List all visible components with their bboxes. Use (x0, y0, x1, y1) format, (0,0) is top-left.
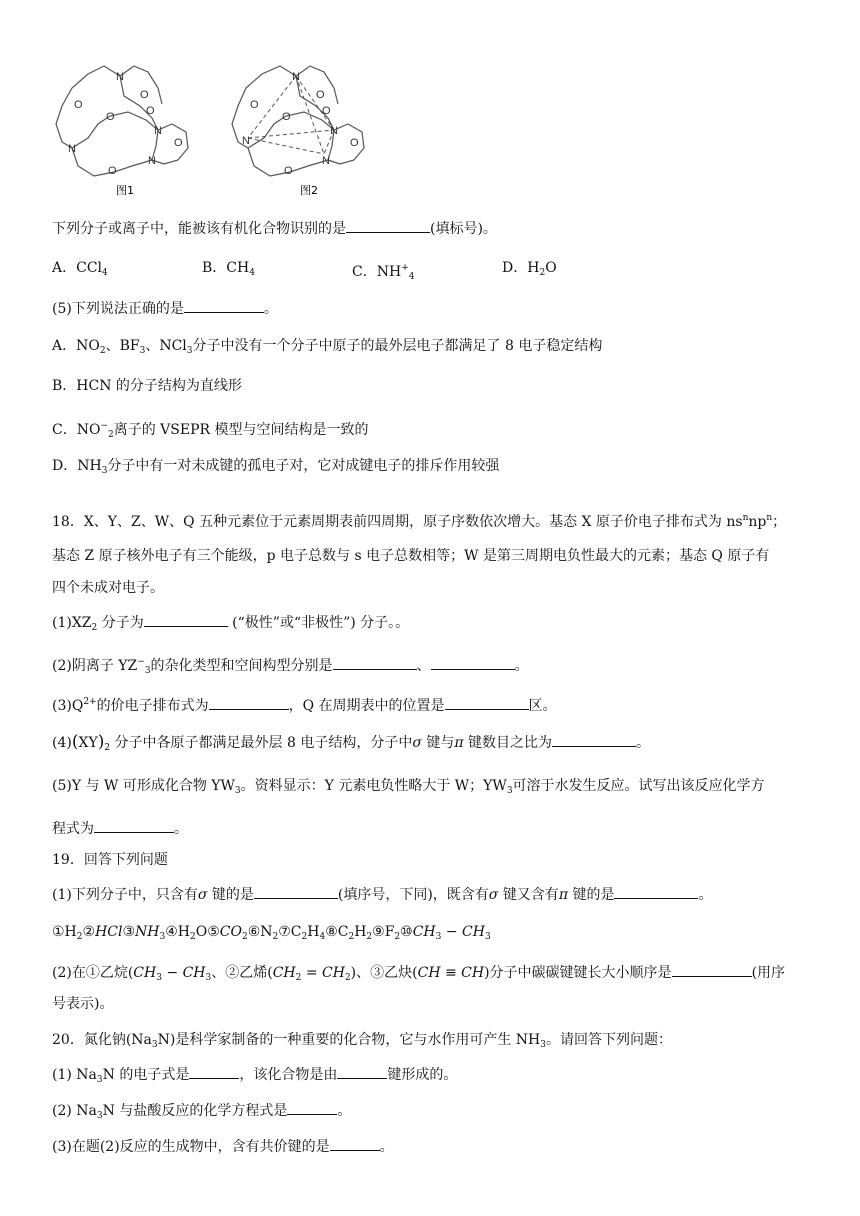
q18-stem-line2: 基态 Z 原子核外电子有三个能级，p 电子总数与 s 电子总数相等；W 是第三周期电负性最大的元素；基态 Q 原子有 (52, 548, 770, 564)
answer-blank[interactable] (672, 962, 752, 977)
answer-blank[interactable] (287, 1100, 337, 1115)
q18-part5-line2: 程式为 。 (52, 818, 188, 839)
q17-part5-option-c[interactable]: C．$NO^-_2$离子的 VSEPR 模型与空间结构是一致的 (52, 421, 369, 440)
q20-stem: 20．氮化钠$(Na_3N)$是科学家制备的一种重要的化合物，它与水作用可产生 $NH_3$。请回答下列问题： (52, 1032, 672, 1050)
q17-part5-option-b[interactable]: B．HCN 的分子结构为直线形 (52, 378, 242, 394)
q20-part3: (3)在题(2)反应的生成物中，含有共价键的是 。 (52, 1136, 394, 1157)
q19-part1: (1)下列分子中，只含有σ 键的是 (填序号，下同)，既含有σ 键又含有π 键的是 。 (52, 884, 712, 905)
q20-part1: (1) $Na_3N$ 的电子式是 ，该化合物是由 键形成的。 (52, 1064, 457, 1090)
q17-part5-option-d[interactable]: D．$NH_3$分子中有一对未成键的孤电子对，它对成键电子的排斥作用较强 (52, 458, 500, 476)
q18-part1: $(1)XZ_2$ 分子为 (“极性”或“非极性”) 分子。。 (52, 612, 409, 638)
q17-stem: 下列分子或离子中，能被该有机化合物识别的是 (填标号)。 (52, 218, 497, 239)
answer-blank[interactable] (144, 612, 228, 627)
figure-2-caption: 图2 (300, 184, 318, 197)
atom-label: O (282, 111, 291, 123)
atom-label: N (292, 71, 300, 83)
q19-part2: (2)在①乙烷($CH_3 - CH_3$、②乙烯$(CH_2 = CH_2)$、③乙炔(CH ≡ CH)分子中碳碳键键长大小顺序是 (用序 (52, 962, 785, 988)
q18-stem-line1: 18．X、Y、Z、W、Q 五种元素位于元素周期表前四周期，原子序数依次增大。基态 X 原子价电子排布式为 $ns^nnp^n$； (52, 513, 787, 530)
atom-label: O (146, 105, 155, 117)
option-d[interactable]: D．$H_2O$ (502, 260, 557, 278)
answer-blank[interactable] (209, 695, 289, 710)
q17-part5-stem: (5)下列说法正确的是 。 (52, 298, 278, 319)
atom-label: N (154, 125, 162, 137)
answer-blank[interactable] (337, 1064, 387, 1079)
atom-label: O (174, 137, 183, 149)
atom-label: O (108, 165, 117, 177)
atom-label: N (116, 71, 124, 83)
figure-1-caption: 图1 (116, 184, 134, 197)
atom-label: N (148, 155, 156, 167)
answer-blank[interactable] (346, 218, 430, 233)
q19-molecule-list: $①H_2②HCl③NH_3④H_2O⑤CO_2⑥N_2⑦C_2H_4⑧C_2H_2⑨F_2⑩CH_3 - CH_3$ (52, 924, 491, 942)
cryptand-figures (48, 62, 388, 202)
answer-blank[interactable] (94, 818, 174, 833)
q17-part5-option-a[interactable]: A．$NO_2$、$BF_3$、NCl$_3$分子中没有一个分子中原子的最外层电子都满足了 8 电子稳定结构 (52, 338, 603, 356)
option-b[interactable]: B．$CH_4$ (202, 260, 255, 278)
q20-part2: (2) $Na_3N$ 与盐酸反应的化学方程式是 。 (52, 1100, 351, 1126)
option-c[interactable]: C．$NH^+_4$ (352, 263, 415, 282)
answer-blank[interactable] (189, 1064, 239, 1079)
option-a[interactable]: A．CCl$_4$ (52, 260, 108, 278)
answer-blank[interactable] (431, 655, 515, 670)
answer-blank[interactable] (445, 695, 529, 710)
answer-blank[interactable] (552, 732, 636, 747)
answer-blank[interactable] (614, 884, 698, 899)
atom-label: N (68, 143, 76, 155)
q19-part2-line2: 号表示)。 (52, 996, 114, 1012)
answer-blank[interactable] (333, 655, 417, 670)
atom-label: O (284, 165, 293, 177)
atom-label: O (74, 99, 83, 111)
atom-label: N (330, 125, 338, 137)
q18-part5: (5)Y 与 W 可形成化合物 $YW_3$。资料显示：Y 元素电负性略大于 W；$YW_3$可溶于水发生反应。试写出该反应化学方 (52, 778, 765, 796)
atom-label: O (250, 99, 259, 111)
atom-label: O (322, 105, 331, 117)
atom-label: N (242, 135, 250, 147)
atom-label: O (140, 89, 149, 101)
atom-label: N (322, 155, 330, 167)
atom-label: O (350, 137, 359, 149)
q18-part2: (2)阴离子 $YZ^-_3$的杂化类型和空间构型分别是 、 。 (52, 657, 529, 676)
atom-label: O (316, 89, 325, 101)
answer-blank[interactable] (254, 884, 338, 899)
answer-blank[interactable] (184, 298, 264, 313)
q19-title: 19．回答下列问题 (52, 852, 168, 868)
figure-area (48, 62, 388, 206)
atom-label: O (106, 111, 115, 123)
answer-blank[interactable] (330, 1136, 380, 1151)
q18-part4: $(4)(XY)_2$ 分子中各原子都满足最外层 8 电子结构，分子中σ 键与π 键数目之比为 。 (52, 732, 651, 753)
q18-stem-line3: 四个未成对电子。 (52, 580, 164, 596)
q18-part3: $(3)Q^{2+}$的价电子排布式为 ，Q 在周期表中的位置是 区。 (52, 697, 557, 714)
